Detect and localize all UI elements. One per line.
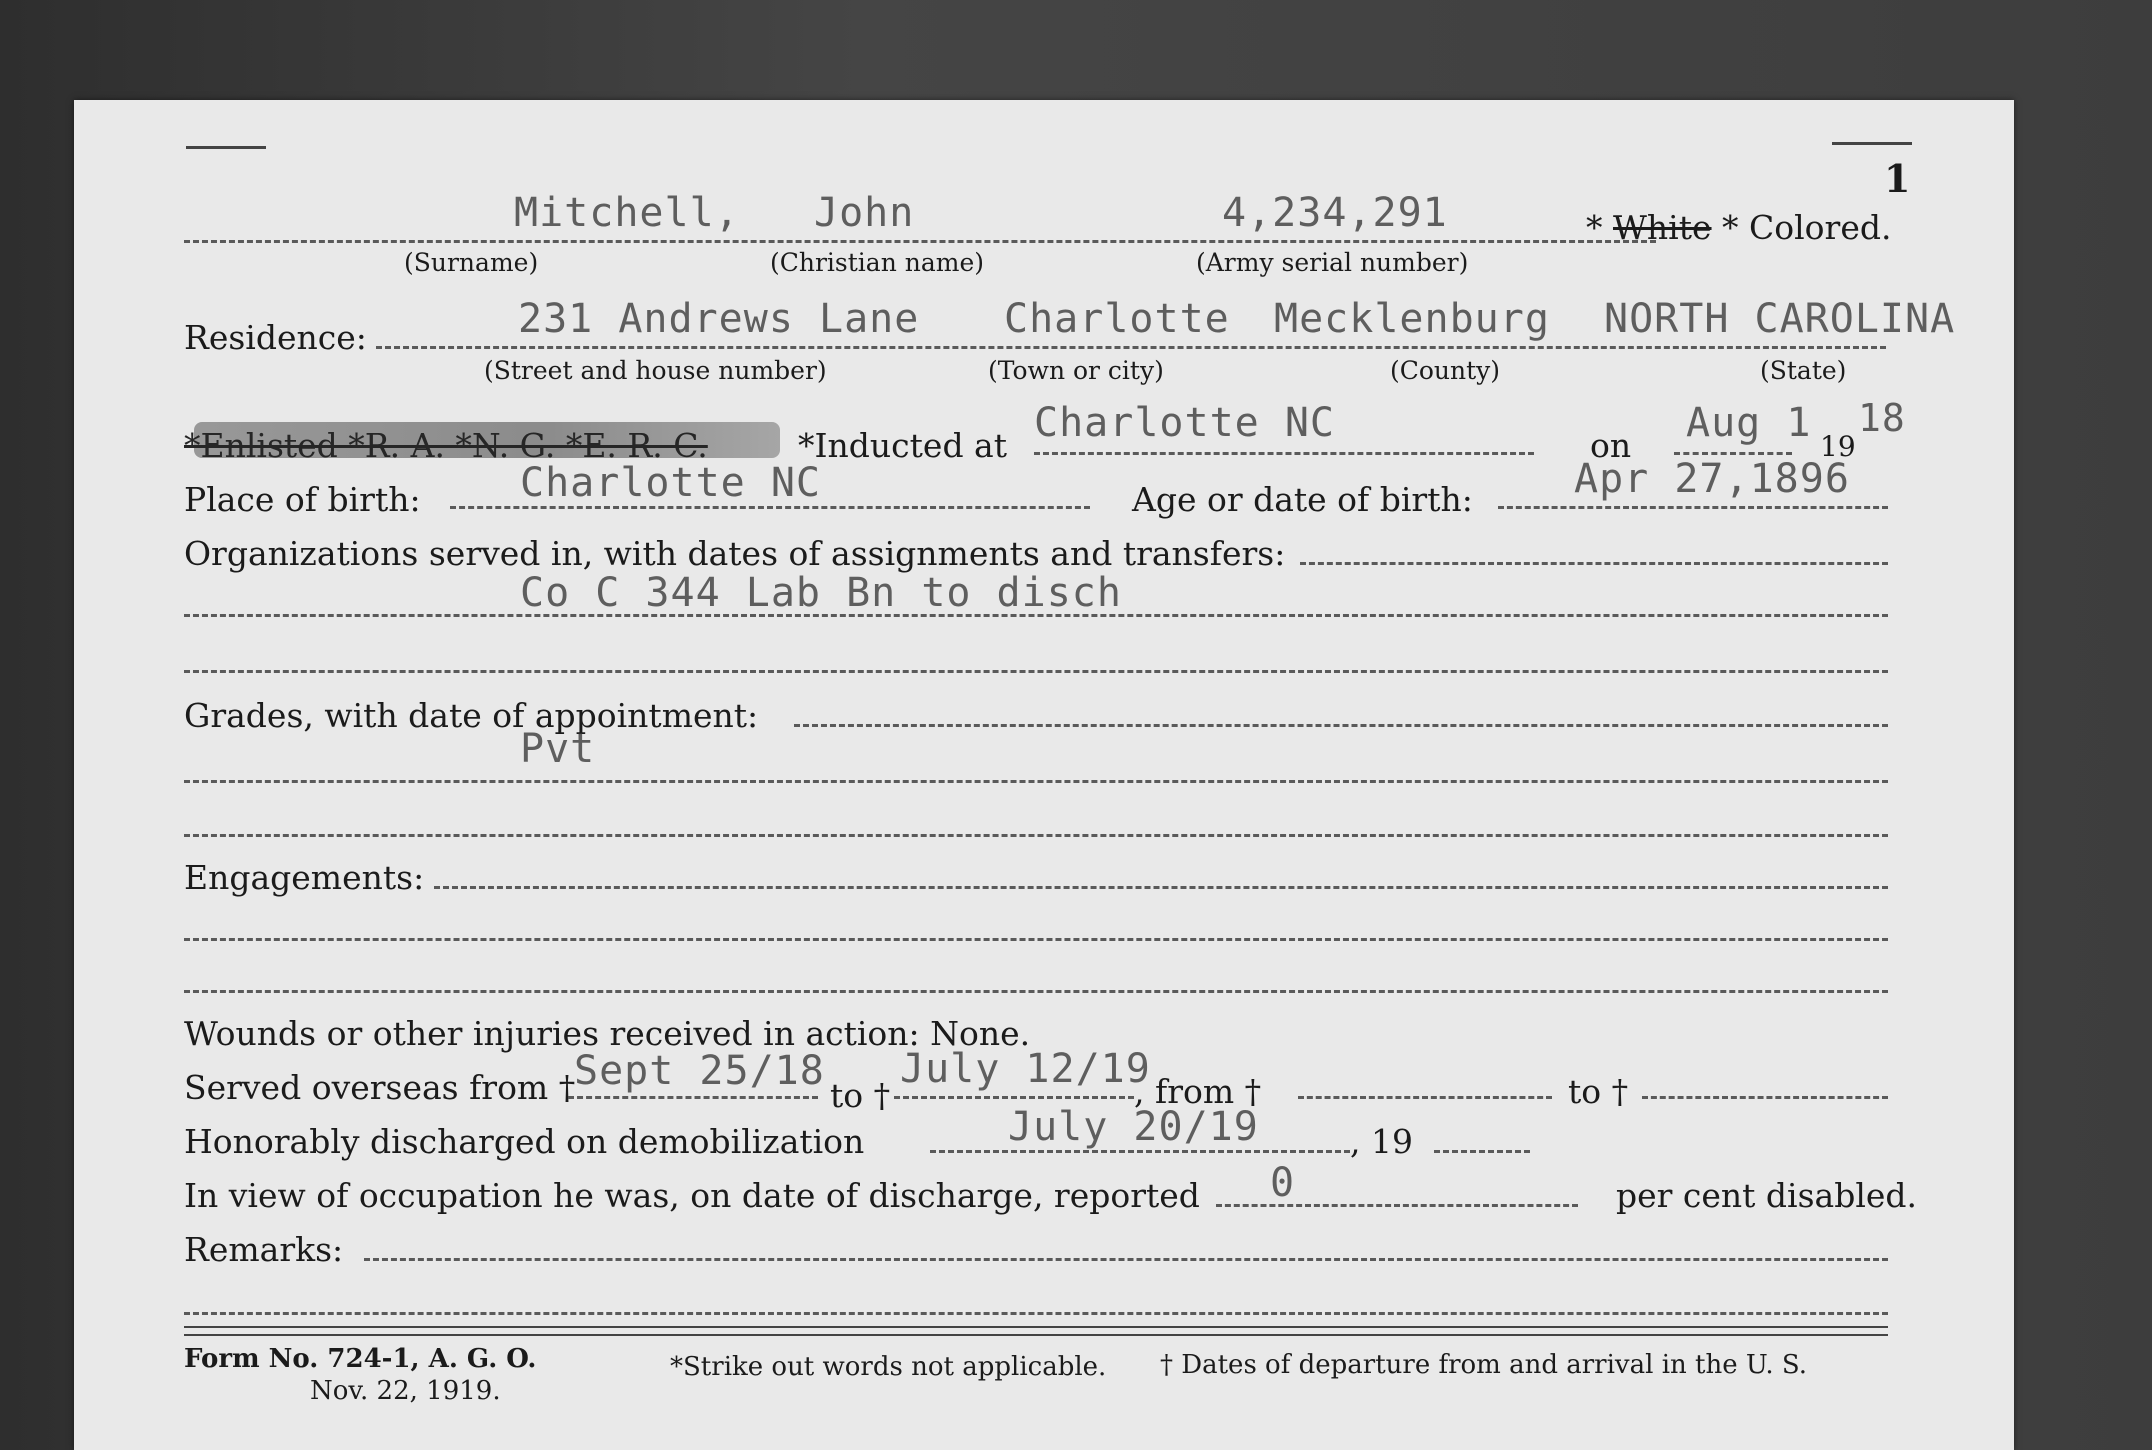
overseas-arrival-line [894, 1096, 1134, 1099]
wounds-label: Wounds or other injuries received in action: None. [184, 1014, 1031, 1053]
card-number: 1 [1884, 156, 1911, 201]
overseas-arrival-date: July 12/19 [900, 1046, 1151, 1092]
overseas-from-label: Served overseas from † [184, 1068, 576, 1107]
christian-name-value: John [814, 190, 915, 236]
organizations-line-2 [184, 670, 1888, 673]
caption-state: (State) [1760, 356, 1847, 385]
inducted-place-line [1034, 452, 1534, 455]
grades-line-2 [184, 834, 1888, 837]
inducted-at-label: *Inducted at [798, 426, 1007, 465]
name-line [184, 240, 1656, 243]
strike-note: *Strike out words not applicable. [670, 1352, 1107, 1382]
discharge-label: Honorably discharged on demobilization [184, 1122, 865, 1161]
enlistment-options-struck: *Enlisted *R. A. *N. G. *E. R. C. [184, 426, 708, 465]
inducted-date-line [1674, 452, 1792, 455]
overseas-from-line-2 [1298, 1096, 1552, 1099]
place-of-birth-label: Place of birth: [184, 480, 421, 519]
caption-county: (County) [1390, 356, 1501, 385]
service-record-card [74, 100, 2014, 1450]
engagements-line-2 [184, 990, 1888, 993]
discharge-year-label: , 19 [1350, 1122, 1413, 1161]
inducted-date-value: Aug 1 [1686, 400, 1812, 446]
form-number: Form No. 724-1, A. G. O. [184, 1344, 537, 1374]
place-of-birth-value: Charlotte NC [520, 460, 821, 506]
inducted-place-value: Charlotte NC [1034, 400, 1335, 446]
residence-county: Mecklenburg [1274, 296, 1550, 342]
discharge-line [930, 1150, 1350, 1153]
overseas-to-label: to † [830, 1076, 891, 1115]
caption-surname: (Surname) [404, 248, 539, 277]
engagements-line-0 [434, 886, 1888, 889]
inducted-year-prefix: 19 [1820, 430, 1856, 463]
inducted-year-suffix: 18 [1858, 396, 1906, 440]
caption-street: (Street and house number) [484, 356, 827, 385]
on-label: on [1590, 426, 1632, 465]
residence-street: 231 Andrews Lane [518, 296, 920, 342]
caption-christian-name: (Christian name) [770, 248, 985, 277]
form-date: Nov. 22, 1919. [310, 1376, 501, 1406]
discharge-year-line [1434, 1150, 1530, 1153]
top-right-rule [1832, 142, 1912, 145]
date-of-birth-line [1498, 506, 1888, 509]
grades-label: Grades, with date of appointment: [184, 696, 759, 735]
discharge-date: July 20/19 [1008, 1104, 1259, 1150]
top-left-rule [186, 146, 266, 149]
disability-suffix: per cent disabled. [1616, 1176, 1918, 1215]
disability-label: In view of occupation he was, on date of discharge, reported [184, 1176, 1200, 1215]
engagements-label: Engagements: [184, 858, 425, 897]
grades-line-1 [184, 780, 1888, 783]
dates-note: † Dates of departure from and arrival in the U. S. [1160, 1350, 1808, 1380]
serial-number-value: 4,234,291 [1222, 190, 1448, 236]
caption-town: (Town or city) [988, 356, 1164, 385]
caption-serial-number: (Army serial number) [1196, 248, 1469, 277]
residence-line [376, 346, 1886, 349]
overseas-to-line-2 [1642, 1096, 1888, 1099]
surname-value: Mitchell, [514, 190, 740, 236]
residence-label: Residence: [184, 318, 367, 357]
residence-town: Charlotte [1004, 296, 1230, 342]
remarks-line-2 [184, 1312, 1888, 1315]
grades-value: Pvt [520, 726, 596, 772]
race-options: * White * Colored. [1586, 208, 1892, 247]
overseas-departure-date: Sept 25/18 [574, 1048, 825, 1094]
overseas-departure-line [568, 1096, 818, 1099]
overseas-to-label-2: to † [1568, 1072, 1629, 1111]
organizations-value: Co C 344 Lab Bn to disch [520, 570, 1122, 616]
place-of-birth-line [450, 506, 1090, 509]
remarks-label: Remarks: [184, 1230, 344, 1269]
race-colored: Colored. [1749, 208, 1892, 247]
organizations-line-0 [1300, 562, 1888, 565]
remarks-line-1 [364, 1258, 1888, 1261]
organizations-label: Organizations served in, with dates of assignments and transfers: [184, 534, 1286, 573]
footer-rule-2 [184, 1334, 1888, 1336]
grades-line-0 [794, 724, 1888, 727]
residence-state: NORTH CAROLINA [1604, 296, 1956, 342]
race-white-struck: White [1613, 208, 1712, 247]
disability-value: 0 [1270, 1160, 1296, 1206]
date-of-birth-label: Age or date of birth: [1132, 480, 1473, 519]
engagements-line-1 [184, 938, 1888, 941]
date-of-birth-value: Apr 27,1896 [1574, 456, 1850, 502]
organizations-line-1 [184, 614, 1888, 617]
footer-rule-1 [184, 1326, 1888, 1328]
overseas-from-label-2: , from † [1134, 1072, 1262, 1111]
